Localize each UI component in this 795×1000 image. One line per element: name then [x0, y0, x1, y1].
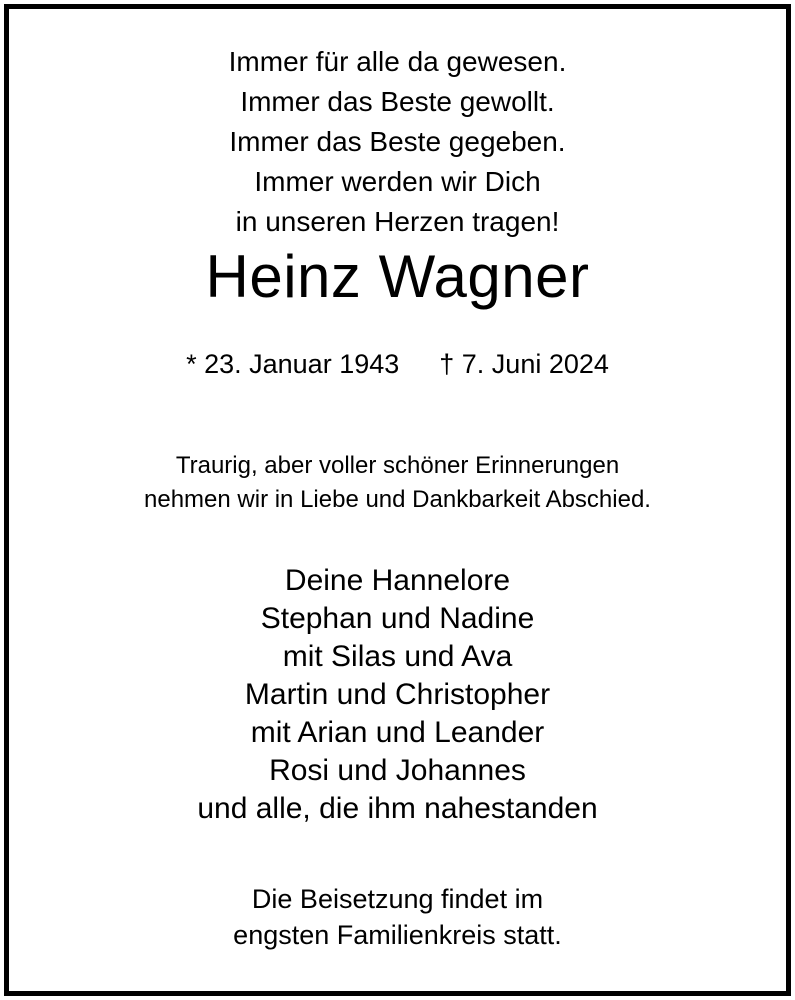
farewell-line: Traurig, aber voller schöner Erinnerungen	[175, 452, 620, 479]
mourner-line: Deine Hannelore	[284, 564, 511, 597]
poem-line: Immer das Beste gegeben.	[229, 126, 566, 157]
memorial-poem	[9, 42, 786, 242]
mourner-line: Rosi und Johannes	[269, 754, 526, 787]
birth-date: * 23. Januar 1943	[186, 349, 400, 379]
burial-notice-line: Die Beisetzung findet im	[251, 884, 544, 914]
mourner-line: mit Arian und Leander	[250, 716, 545, 749]
burial-notice-line: engsten Familienkreis statt.	[233, 920, 562, 950]
farewell-line: nehmen wir in Liebe und Dankbarkeit Abschied.	[144, 486, 651, 513]
poem-line: in unseren Herzen tragen!	[235, 206, 560, 237]
mourner-line: Stephan und Nadine	[260, 602, 535, 635]
poem-line: Immer das Beste gewollt.	[240, 86, 555, 117]
life-dates	[9, 346, 786, 382]
mourner-line: Martin und Christopher	[244, 678, 551, 711]
farewell-text	[9, 449, 786, 517]
death-date: † 7. Juni 2024	[439, 349, 609, 379]
deceased-name: Heinz Wagner	[205, 243, 590, 310]
burial-notice	[9, 881, 786, 953]
obituary-frame	[4, 4, 791, 996]
mourners-list	[9, 562, 786, 828]
mourner-line: und alle, die ihm nahestanden	[197, 792, 598, 825]
poem-line: Immer für alle da gewesen.	[228, 46, 567, 77]
mourner-line: mit Silas und Ava	[282, 640, 513, 673]
poem-line: Immer werden wir Dich	[254, 166, 541, 197]
